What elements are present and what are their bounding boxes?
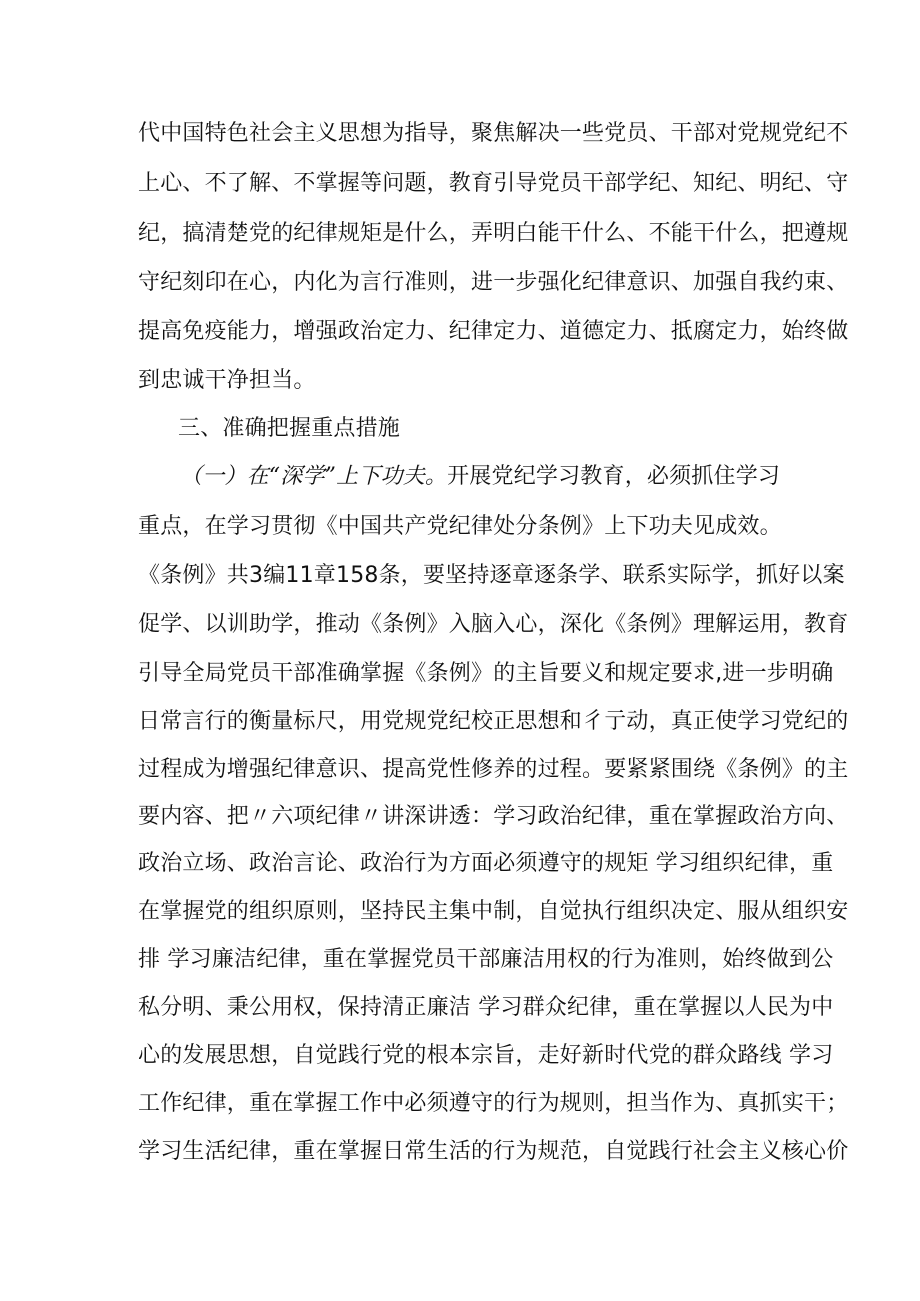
paragraph-line: 政治立场、政治言论、政治行为方面必须遵守的规矩 学习组织纪律，重 — [138, 851, 834, 876]
paragraph-line: 《条例》共3编11章158条，要坚持逐章逐条学、联系实际学，抓好以案 — [138, 563, 845, 588]
paragraph-line: 重点，在学习贯彻《中国共产党纪律处分条例》上下功夫见成效。 — [138, 514, 782, 539]
paragraph-line: 私分明、秉公用权，保持清正廉洁 学习群众纪律，重在掌握以人民为中 — [138, 995, 834, 1020]
paragraph-line: 上心、不了解、不掌握等问题，教育引导党员干部学纪、知纪、明纪、守 — [138, 171, 849, 196]
paragraph-line: 学习生活纪律，重在掌握日常生活的行为规范，自觉践行社会主义核心价 — [138, 1139, 849, 1164]
subheading-label: （一）在“深学”上下功夫。 — [180, 464, 448, 489]
paragraph-line: 到忠诚干净担当。 — [138, 368, 316, 393]
paragraph-line: 心的发展思想，自觉践行党的根本宗旨，走好新时代党的群众路线 学习 — [138, 1043, 834, 1068]
paragraph-line: 要内容、把〃六项纪律〃讲深讲透：学习政治纪律，重在掌握政治方向、 — [138, 804, 849, 829]
subheading-rest: 开展党纪学习教育，必须抓住学习 — [447, 464, 781, 489]
section-heading: 三、准确把握重点措施 — [178, 416, 401, 441]
paragraph-line: 提高免疫能力，增强政治定力、纪律定力、道德定力、抵腐定力，始终做 — [138, 319, 849, 344]
paragraph-line: 工作纪律，重在掌握工作中必须遵守的行为规则，担当作为、真抓实干； — [138, 1091, 849, 1116]
subheading-line — [180, 461, 920, 493]
paragraph-line: 在掌握党的组织原则，坚持民主集中制，自觉执行组织决定、服从组织安 — [138, 899, 849, 924]
paragraph-line: 守纪刻印在心，内化为言行准则，进一步强化纪律意识、加强自我约束、 — [138, 270, 849, 295]
paragraph-line: 日常言行的衡量标尺，用党规党纪校正思想和彳亍动，真正使学习党纪的 — [138, 709, 849, 734]
paragraph-line: 引导全局党员干部准确掌握《条例》的主旨要义和规定要求,进一步明确 — [138, 661, 834, 686]
paragraph-line: 代中国特色社会主义思想为指导，聚焦解决一些党员、干部对党规党纪不 — [138, 121, 849, 146]
paragraph-line: 排 学习廉洁纪律，重在掌握党员干部廉洁用权的行为准则，始终做到公 — [138, 947, 834, 972]
paragraph-line: 过程成为增强纪律意识、提高党性修养的过程。要紧紧围绕《条例》的主 — [138, 757, 849, 782]
paragraph-line: 纪，搞清楚党的纪律规矩是什么，弄明白能干什么、不能干什么，把遵规 — [138, 221, 849, 246]
paragraph-line: 促学、以训助学，推动《条例》入脑入心，深化《条例》理解运用，教育 — [138, 612, 849, 637]
